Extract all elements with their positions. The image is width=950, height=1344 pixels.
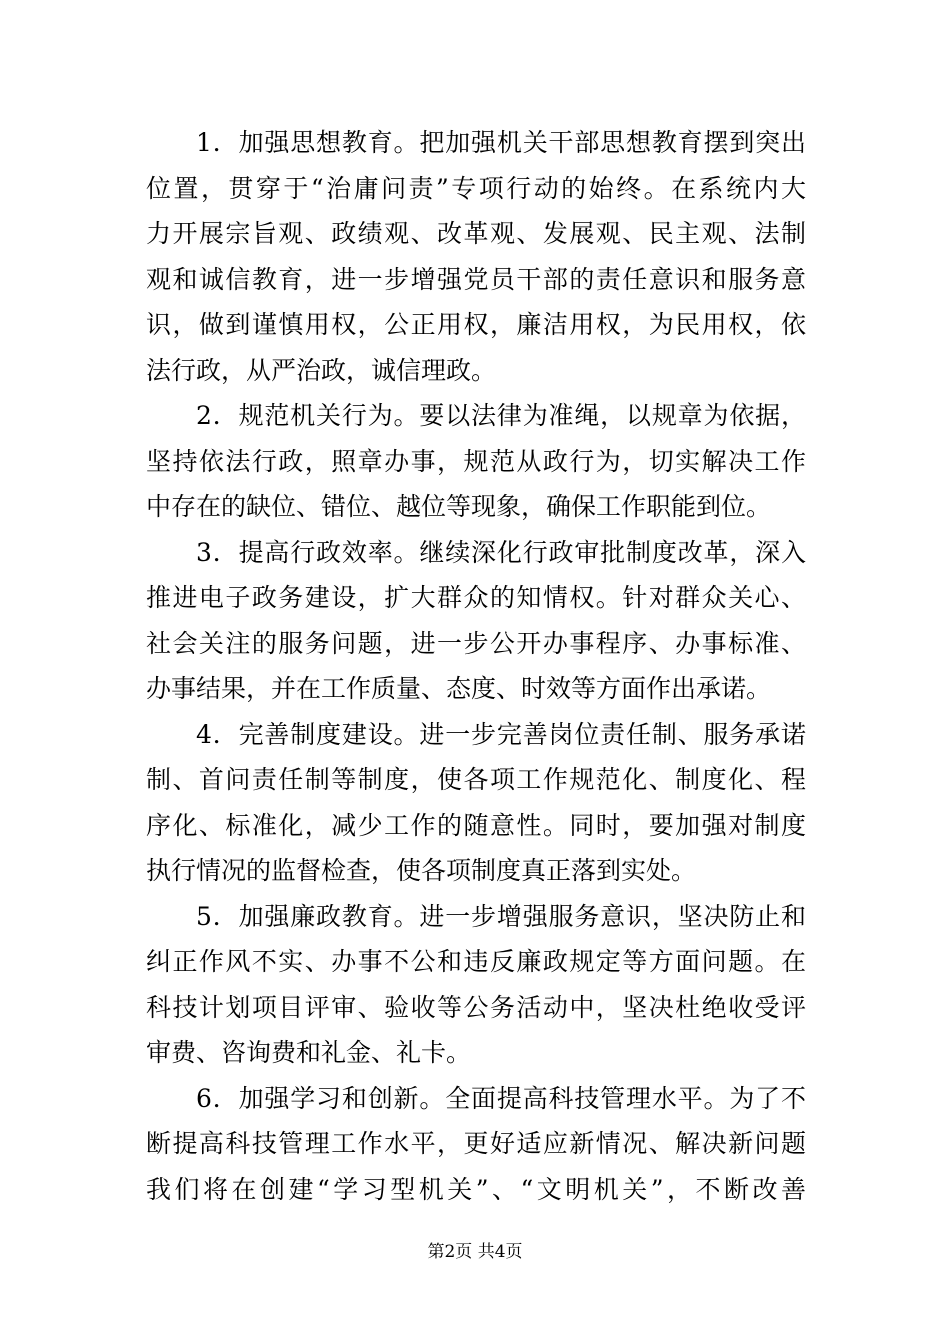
text-line: 法行政，从严治政，诚信理政。	[146, 355, 497, 385]
paragraph-1	[146, 120, 806, 393]
page-number-footer: 第2页 共4页	[427, 1242, 523, 1262]
text-line: 识，做到谨慎用权，公正用权，廉洁用权，为民用权，依	[146, 310, 806, 339]
text-line: 中存在的缺位、错位、越位等现象，确保工作职能到位。	[146, 492, 772, 521]
text-line: 力开展宗旨观、政绩观、改革观、发展观、民主观、法制	[146, 219, 806, 248]
text-line: 执行情况的监督检查，使各项制度真正落到实处。	[146, 856, 697, 885]
text-line: 观和诚信教育，进一步增强党员干部的责任意识和服务意	[146, 264, 806, 294]
text-line: 5．加强廉政教育。进一步增强服务意识，坚决防止和	[196, 901, 806, 931]
text-line: 3．提高行政效率。继续深化行政审批制度改革，深入	[196, 537, 806, 567]
text-line: 推进电子政务建设，扩大群众的知情权。针对群众关心、	[146, 583, 806, 612]
text-line: 审费、咨询费和礼金、礼卡。	[146, 1038, 472, 1067]
text-line: 办事结果，并在工作质量、态度、时效等方面作出承诺。	[146, 674, 772, 703]
text-line: 制、首问责任制等制度，使各项工作规范化、制度化、程	[146, 765, 806, 794]
text-line: 2．规范机关行为。要以法律为准绳，以规章为依据，	[196, 401, 806, 430]
paragraph-6	[146, 1076, 806, 1213]
text-line: 科技计划项目评审、验收等公务活动中，坚决杜绝收受评	[146, 992, 806, 1022]
text-line: 我们将在创建“学习型机关”、“文明机关”，不断改善	[146, 1174, 806, 1204]
text-line: 坚持依法行政，照章办事，规范从政行为，切实解决工作	[146, 446, 806, 476]
paragraph-4	[146, 712, 806, 894]
text-line: 序化、标准化，减少工作的随意性。同时，要加强对制度	[146, 810, 806, 840]
document-body	[146, 120, 806, 1212]
text-line: 纠正作风不实、办事不公和违反廉政规定等方面问题。在	[146, 947, 806, 976]
text-line: 6．加强学习和创新。全面提高科技管理水平。为了不	[196, 1083, 806, 1113]
text-line: 断提高科技管理工作水平，更好适应新情况、解决新问题	[146, 1129, 806, 1158]
text-line: 4．完善制度建设。进一步完善岗位责任制、服务承诺	[196, 719, 806, 749]
text-line: 社会关注的服务问题，进一步公开办事程序、办事标准、	[146, 628, 806, 658]
text-line: 1．加强思想教育。把加强机关干部思想教育摆到突出	[196, 128, 806, 157]
paragraph-5	[146, 894, 806, 1076]
paragraph-2	[146, 393, 806, 530]
text-line: 位置，贯穿于“治庸问责”专项行动的始终。在系统内大	[146, 173, 806, 203]
paragraph-3	[146, 530, 806, 712]
